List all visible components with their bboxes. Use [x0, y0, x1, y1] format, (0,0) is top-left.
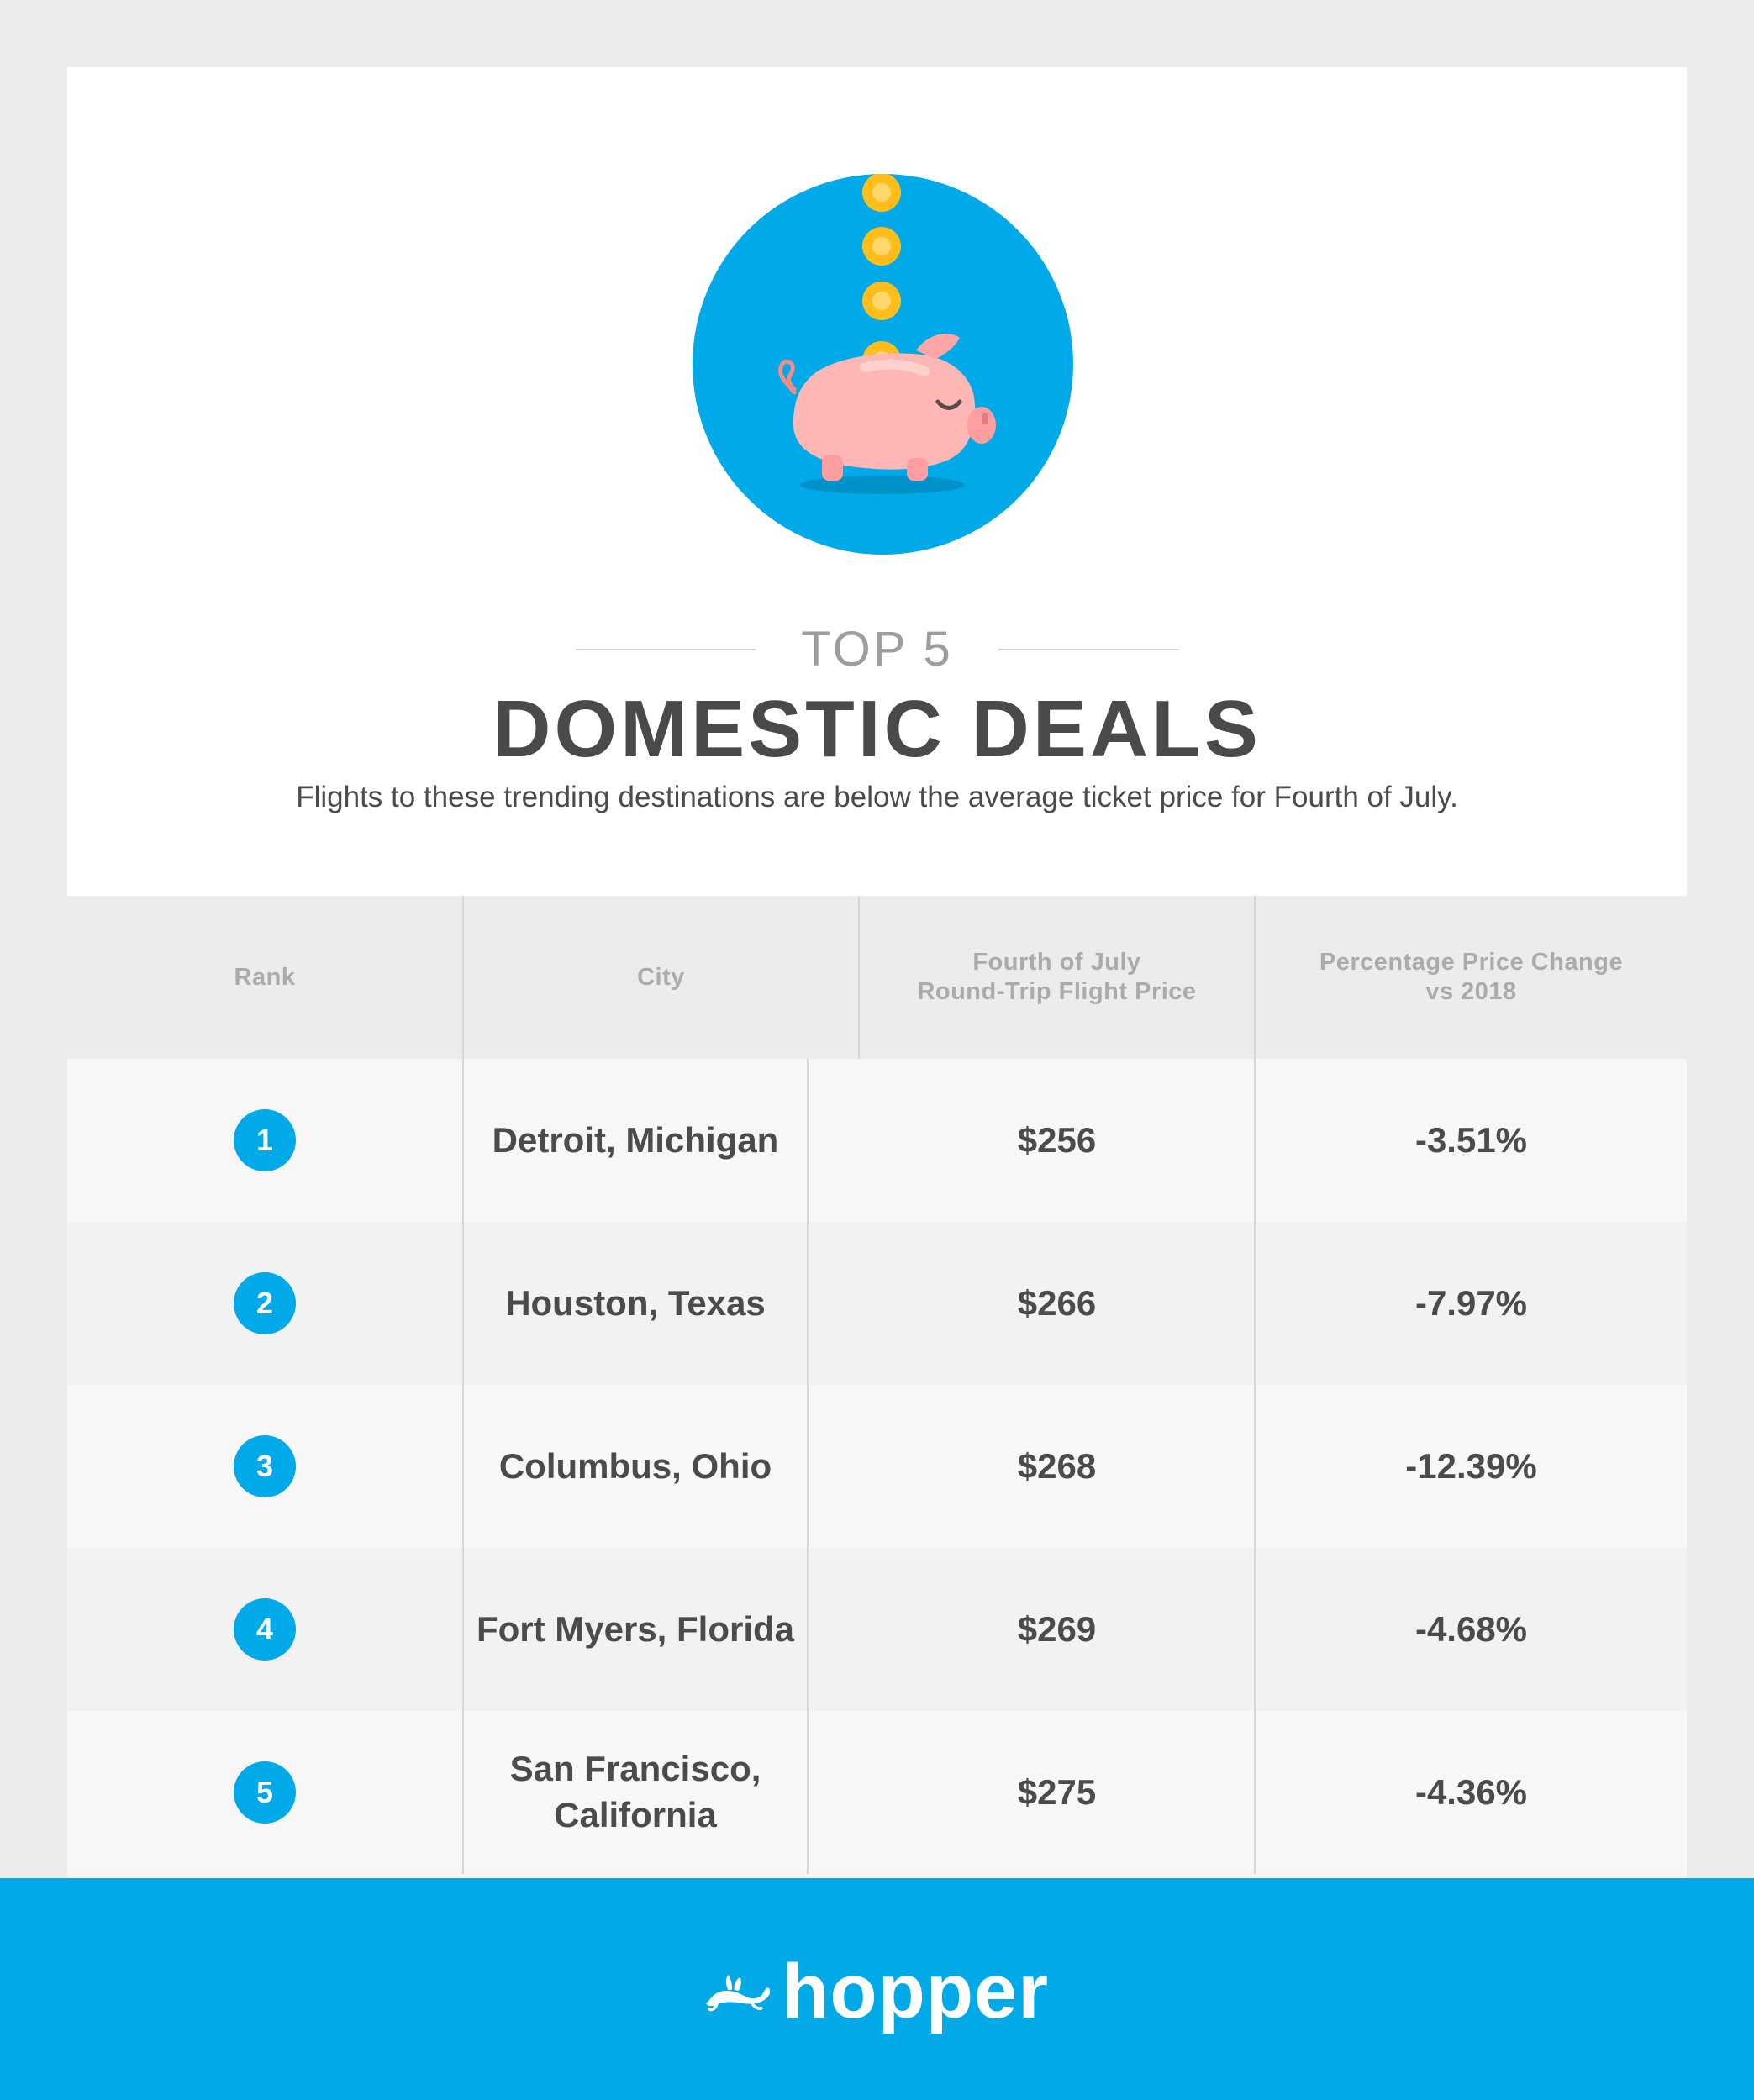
table-row: [67, 1059, 1687, 1222]
column-header-change-label: Percentage Price Change vs 2018: [1319, 949, 1624, 1005]
change-cell: -4.68%: [1414, 1608, 1528, 1649]
city-cell: Detroit, Michigan: [464, 1059, 809, 1222]
kicker-row: [0, 620, 1754, 679]
city-cell: Houston, Texas: [464, 1222, 809, 1385]
kicker-text: TOP 5: [801, 622, 953, 676]
table-row: [67, 1385, 1687, 1548]
change-cell: -3.51%: [1414, 1119, 1528, 1160]
table-row: [67, 1548, 1687, 1711]
city-cell: Fort Myers, Florida: [464, 1548, 809, 1711]
rank-badge: 5: [234, 1761, 296, 1824]
price-cell: $275: [860, 1711, 1256, 1874]
column-header-city-label: City: [637, 963, 685, 991]
rank-cell: [67, 1385, 464, 1548]
table-row: [67, 1711, 1687, 1874]
rank-cell: [67, 1222, 464, 1385]
rank-badge: 2: [234, 1272, 296, 1334]
page-subtitle: Flights to these trending destinations are below the average ticket price for Fourth of July.: [296, 781, 1458, 813]
column-header-rank-label: Rank: [234, 963, 296, 991]
price-cell: $269: [860, 1548, 1256, 1711]
rank-cell: [67, 1059, 464, 1222]
column-header-rank: [67, 896, 464, 1059]
page-title: DOMESTIC DEALS: [492, 684, 1262, 774]
bunny-icon: [704, 1951, 770, 2032]
left-divider-line: [576, 649, 756, 650]
hopper-logo: [704, 1945, 1049, 2038]
rank-badge: 3: [234, 1435, 296, 1497]
table-header-row: [67, 896, 1687, 1059]
column-header-city: [464, 896, 860, 1059]
column-header-price: [860, 896, 1256, 1059]
brand-wordmark: hopper: [782, 1949, 1049, 2034]
city-cell: Columbus, Ohio: [464, 1385, 809, 1548]
price-cell: $256: [860, 1059, 1256, 1222]
deals-table: [67, 896, 1687, 1877]
price-cell: $266: [860, 1222, 1256, 1385]
right-divider-line: [998, 649, 1178, 650]
city-cell: San Francisco, California: [464, 1711, 809, 1874]
change-cell: -4.36%: [1414, 1771, 1528, 1812]
change-cell: -7.97%: [1414, 1282, 1528, 1323]
change-cell: -12.39%: [1405, 1445, 1537, 1486]
rank-badge: 1: [234, 1109, 296, 1171]
price-cell: $268: [860, 1385, 1256, 1548]
column-header-change: [1256, 896, 1687, 1059]
rank-cell: [67, 1711, 464, 1874]
rank-cell: [67, 1548, 464, 1711]
table-row: [67, 1222, 1687, 1385]
column-header-price-label: Fourth of July Round-Trip Flight Price: [917, 949, 1197, 1005]
piggy-bank-with-coins-icon: [693, 174, 1073, 555]
rank-badge: 4: [234, 1598, 296, 1661]
